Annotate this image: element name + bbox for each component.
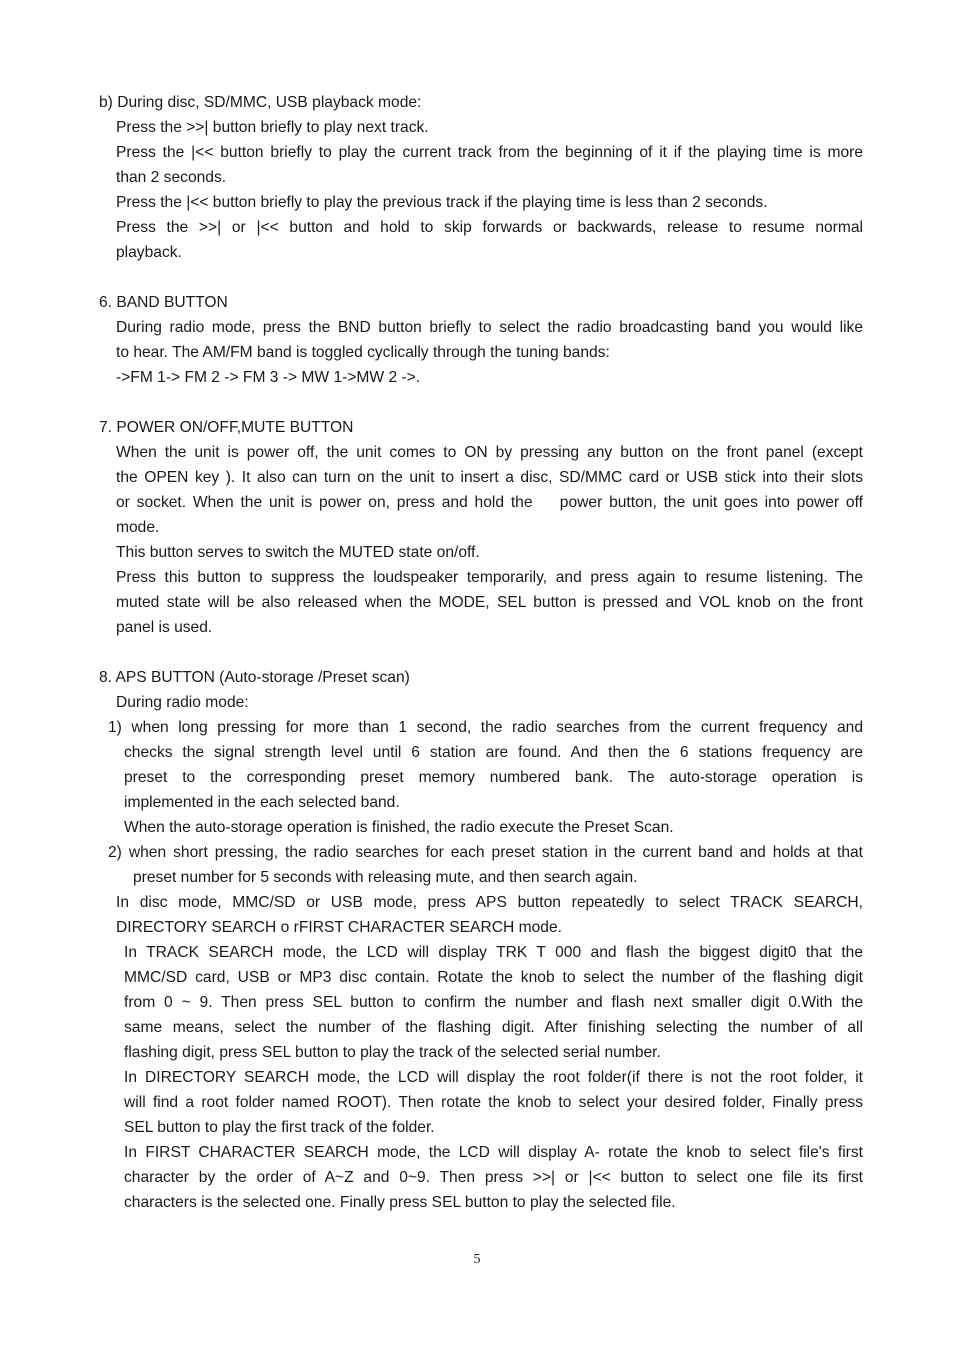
text-line: Press the |<< button briefly to play the current track from the beginning of it if the playing time is more — [116, 144, 863, 161]
text-line: same means, select the number of the flashing digit. After finishing selecting the number of all — [124, 1019, 863, 1036]
text-line: playback. — [116, 244, 182, 261]
text-line: When the auto-storage operation is finished, the radio execute the Preset Scan. — [124, 819, 674, 836]
text-line: 1) when long pressing for more than 1 second, the radio searches from the current frequency and — [108, 719, 863, 736]
text-line: checks the signal strength level until 6 station are found. And then the 6 stations frequency are — [124, 744, 863, 761]
text-line: During radio mode, press the BND button briefly to select the radio broadcasting band you would like — [116, 319, 863, 336]
text-line: ->FM 1-> FM 2 -> FM 3 -> MW 1->MW 2 ->. — [116, 369, 421, 386]
text-line: This button serves to switch the MUTED state on/off. — [116, 544, 480, 561]
text-line: panel is used. — [116, 619, 213, 636]
section-6-heading: 6. BAND BUTTON — [99, 294, 228, 311]
text-line: DIRECTORY SEARCH o rFIRST CHARACTER SEARCH mode. — [116, 919, 562, 936]
section-7-heading: 7. POWER ON/OFF,MUTE BUTTON — [99, 419, 354, 436]
text-line: When the unit is power off, the unit comes to ON by pressing any button on the front panel (except — [116, 444, 863, 461]
section-8-heading: 8. APS BUTTON (Auto-storage /Preset scan) — [99, 669, 410, 686]
section-b-heading: b) During disc, SD/MMC, USB playback mode: — [99, 94, 422, 111]
text-line: During radio mode: — [116, 694, 249, 711]
text-line: mode. — [116, 519, 160, 536]
text-line: Press the |<< button briefly to play the previous track if the playing time is less than 2 seconds. — [116, 194, 768, 211]
text-line: preset to the corresponding preset memory numbered bank. The auto-storage operation is — [124, 769, 863, 786]
text-line: or socket. When the unit is power on, press and hold the power button, the unit goes into power off — [116, 494, 863, 511]
text-line: will find a root folder named ROOT). Then rotate the knob to select your desired folder, Finally press — [124, 1094, 863, 1111]
text-line: MMC/SD card, USB or MP3 disc contain. Rotate the knob to select the number of the flashing digit — [124, 969, 863, 986]
text-line: In FIRST CHARACTER SEARCH mode, the LCD will display A- rotate the knob to select file's first — [124, 1144, 863, 1161]
text-line: than 2 seconds. — [116, 169, 227, 186]
text-line: 2) when short pressing, the radio searches for each preset station in the current band and holds at that — [108, 844, 863, 861]
text-line: In disc mode, MMC/SD or USB mode, press APS button repeatedly to select TRACK SEARCH, — [116, 894, 863, 911]
text-line: Press the >>| button briefly to play next track. — [116, 119, 429, 136]
text-line: character by the order of A~Z and 0~9. Then press >>| or |<< button to select one file its first — [124, 1169, 863, 1186]
text-line: flashing digit, press SEL button to play the track of the selected serial number. — [124, 1044, 661, 1061]
text-line: In TRACK SEARCH mode, the LCD will display TRK T 000 and flash the biggest digit0 that the — [124, 944, 863, 961]
text-line: muted state will be also released when the MODE, SEL button is pressed and VOL knob on the front — [116, 594, 863, 611]
text-line: In DIRECTORY SEARCH mode, the LCD will display the root folder(if there is not the root folder, it — [124, 1069, 863, 1086]
text-line: from 0 ~ 9. Then press SEL button to confirm the number and flash next smaller digit 0.With the — [124, 994, 863, 1011]
page-number: 5 — [473, 1252, 481, 1267]
text-line: preset number for 5 seconds with releasing mute, and then search again. — [133, 869, 638, 886]
text-line: SEL button to play the first track of the folder. — [124, 1119, 435, 1136]
text-line: implemented in the each selected band. — [124, 794, 400, 811]
text-line: Press the >>| or |<< button and hold to skip forwards or backwards, release to resume normal — [116, 219, 863, 236]
text-line: the OPEN key ). It also can turn on the unit to insert a disc, SD/MMC card or USB stick into their slots — [116, 469, 863, 486]
text-line: Press this button to suppress the loudspeaker temporarily, and press again to resume listening. The — [116, 569, 863, 586]
text-line: to hear. The AM/FM band is toggled cyclically through the tuning bands: — [116, 344, 610, 361]
text-line: characters is the selected one. Finally press SEL button to play the selected file. — [124, 1194, 676, 1211]
